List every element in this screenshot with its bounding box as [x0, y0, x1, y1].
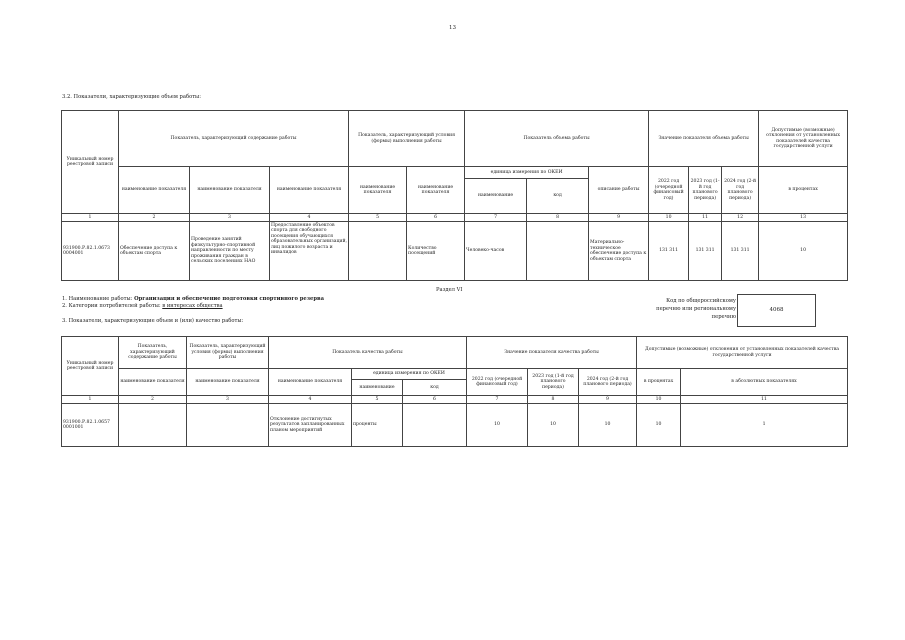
t2-num: 2: [119, 396, 187, 404]
t1-year-2022: 2022 год (очередной финансовый год): [649, 167, 689, 214]
quality-indicators-table: [61, 336, 848, 447]
t2-num: 5: [352, 396, 403, 404]
t1-col-name-2: наименование показателя: [190, 167, 270, 214]
t1-row-c13: 10: [759, 222, 848, 281]
code-label-line1: Код по общероссийскому: [666, 298, 736, 304]
t2-col-name-3: наименование показателя: [269, 369, 352, 396]
t2-row-c10: 10: [637, 404, 681, 447]
t2-num: 6: [403, 396, 467, 404]
t2-head-unique: Уникальный номер реестровой записи: [62, 337, 119, 396]
t1-okei: единица измерения по ОКЕИ: [465, 167, 589, 179]
t1-okei-code: код: [527, 179, 589, 214]
t1-num: 8: [527, 214, 589, 222]
t1-okei-name: наименование: [465, 179, 527, 214]
t1-row-code: 931900.Р.82.1.0673 0004001: [62, 222, 119, 281]
t1-head-conditions: Показатель, характеризующий условия (формы) выполнения работы: [349, 111, 465, 167]
t2-col-name-2: наименование показателя: [187, 369, 269, 396]
t1-row-c8: [527, 222, 589, 281]
t1-head-value: Значение показателя объема работы: [649, 111, 759, 167]
work-name-value: Организация и обеспечение подготовки спортивного резерва: [134, 296, 324, 302]
t1-year-2023: 2023 год (1-й год планового периода): [689, 167, 722, 214]
t2-row-code: 931900.Р.82.1.0657 0001001: [62, 404, 119, 447]
t1-num: 9: [589, 214, 649, 222]
t1-num: 7: [465, 214, 527, 222]
code-label-line2: перечню или региональному: [656, 306, 736, 312]
t2-row-c11: 1: [681, 404, 848, 447]
t2-num: 7: [467, 396, 528, 404]
t1-num: 13: [759, 214, 848, 222]
t1-head-content: Показатель, характеризующий содержание работы: [119, 111, 349, 167]
t1-work-desc: описание работы: [589, 167, 649, 214]
t1-num: 1: [62, 214, 119, 222]
t2-data-row: [62, 404, 848, 447]
t1-num: 11: [689, 214, 722, 222]
t2-row-c4: Отклонение достигнутых результатов запланированных планом мероприятий: [269, 404, 352, 447]
t2-number-row: [62, 396, 848, 404]
t2-num: 8: [528, 396, 579, 404]
t1-num: 4: [270, 214, 349, 222]
t2-num: 10: [637, 396, 681, 404]
t1-col-name-1: наименование показателя: [119, 167, 190, 214]
t1-percent: в процентах: [759, 167, 848, 214]
t1-year-2024: 2024 год (2-й год планового периода): [722, 167, 759, 214]
t1-row-c3: Проведение занятий физкультурно-спортивной направленности по месту проживания граждан в сельских поселениях НАО: [190, 222, 270, 281]
t1-row-c12: 131 311: [722, 222, 759, 281]
t1-row-c2: Обеспечение доступа к объектам спорта: [119, 222, 190, 281]
t1-row-c10: 131 311: [649, 222, 689, 281]
t2-row-c6: [403, 404, 467, 447]
t2-num: 3: [187, 396, 269, 404]
t2-head-value: Значение показателя качества работы: [467, 337, 637, 369]
t1-head-deviation: Допустимые (возможные) отклонения от установленных показателей качества государственной услуги: [759, 111, 848, 167]
t2-row-c7: 10: [467, 404, 528, 447]
table1-caption: 3.2. Показатели, характеризующие объем работы:: [62, 94, 201, 100]
t1-num: 6: [407, 214, 465, 222]
t2-year-2022: 2022 год (очередной финансовый год): [467, 369, 528, 396]
work-name-label: 1. Наименование работы:: [62, 296, 135, 302]
t1-head-volume: Показатель объема работы: [465, 111, 649, 167]
code-label: [640, 297, 736, 321]
t1-row-c6: Количество посещений: [407, 222, 465, 281]
indicators-line: 3. Показатели, характеризующие объем и (или) качество работы:: [62, 318, 244, 324]
page-number: 13: [449, 25, 456, 31]
t2-percent: в процентах: [637, 369, 681, 396]
t2-num: 1: [62, 396, 119, 404]
consumers-value: в интересах общества: [162, 303, 223, 309]
t2-head-conditions: Показатель, характеризующий условия (формы) выполнения работы: [187, 337, 269, 369]
t1-head-unique: Уникальный номер реестровой записи: [62, 111, 119, 214]
t2-year-2023: 2023 год (1-й год планового периода): [528, 369, 579, 396]
t1-data-row: [62, 222, 848, 281]
t1-col-name-5: наименование показателя: [407, 167, 465, 214]
t2-head-quality: Показатель качества работы: [269, 337, 467, 369]
section-title: Раздел VI: [436, 287, 463, 293]
code-value: 4068: [769, 307, 784, 314]
t2-num: 4: [269, 396, 352, 404]
t1-num: 12: [722, 214, 759, 222]
t1-num: 2: [119, 214, 190, 222]
t1-col-name-3: наименование показателя: [270, 167, 349, 214]
t2-head-content: Показатель, характеризующий содержание работы: [119, 337, 187, 369]
t2-year-2024: 2024 год (2-й год планового периода): [579, 369, 637, 396]
code-label-line3: перечню: [711, 314, 736, 320]
t2-head-deviation: Допустимые (возможные) отклонения от установленных показателей качества государственной услуги: [637, 337, 848, 369]
t1-col-name-4: наименование показателя: [349, 167, 407, 214]
t2-row-c5: проценты: [352, 404, 403, 447]
t1-num: 3: [190, 214, 270, 222]
t1-row-c4: Предоставление объектов спорта для свободного посещения обучающихся образовательных организаций, лиц пожилого возраста и инвалидов: [270, 222, 349, 281]
code-box: [737, 294, 816, 327]
t2-num: 11: [681, 396, 848, 404]
t1-row-c9: Материально-техническое обеспечение доступа к объектам спорта: [589, 222, 649, 281]
t1-num: 5: [349, 214, 407, 222]
t2-okei: единица измерения по ОКЕИ: [352, 369, 467, 380]
t2-col-name-1: наименование показателя: [119, 369, 187, 396]
t2-okei-code: код: [403, 380, 467, 396]
consumers-line: [62, 304, 223, 310]
t2-row-c8: 10: [528, 404, 579, 447]
consumers-label: 2. Категории потребителей работы:: [62, 303, 163, 309]
t2-num: 9: [579, 396, 637, 404]
t1-num: 10: [649, 214, 689, 222]
t1-number-row: [62, 214, 848, 222]
t2-row-c3: [187, 404, 269, 447]
t1-row-c5: [349, 222, 407, 281]
t2-absolute: в абсолютных показателях: [681, 369, 848, 396]
t2-okei-name: наименование: [352, 380, 403, 396]
t1-row-c11: 131 311: [689, 222, 722, 281]
t2-row-c2: [119, 404, 187, 447]
t2-row-c9: 10: [579, 404, 637, 447]
t1-row-c7: Человеко-часов: [465, 222, 527, 281]
volume-indicators-table: [61, 110, 848, 281]
